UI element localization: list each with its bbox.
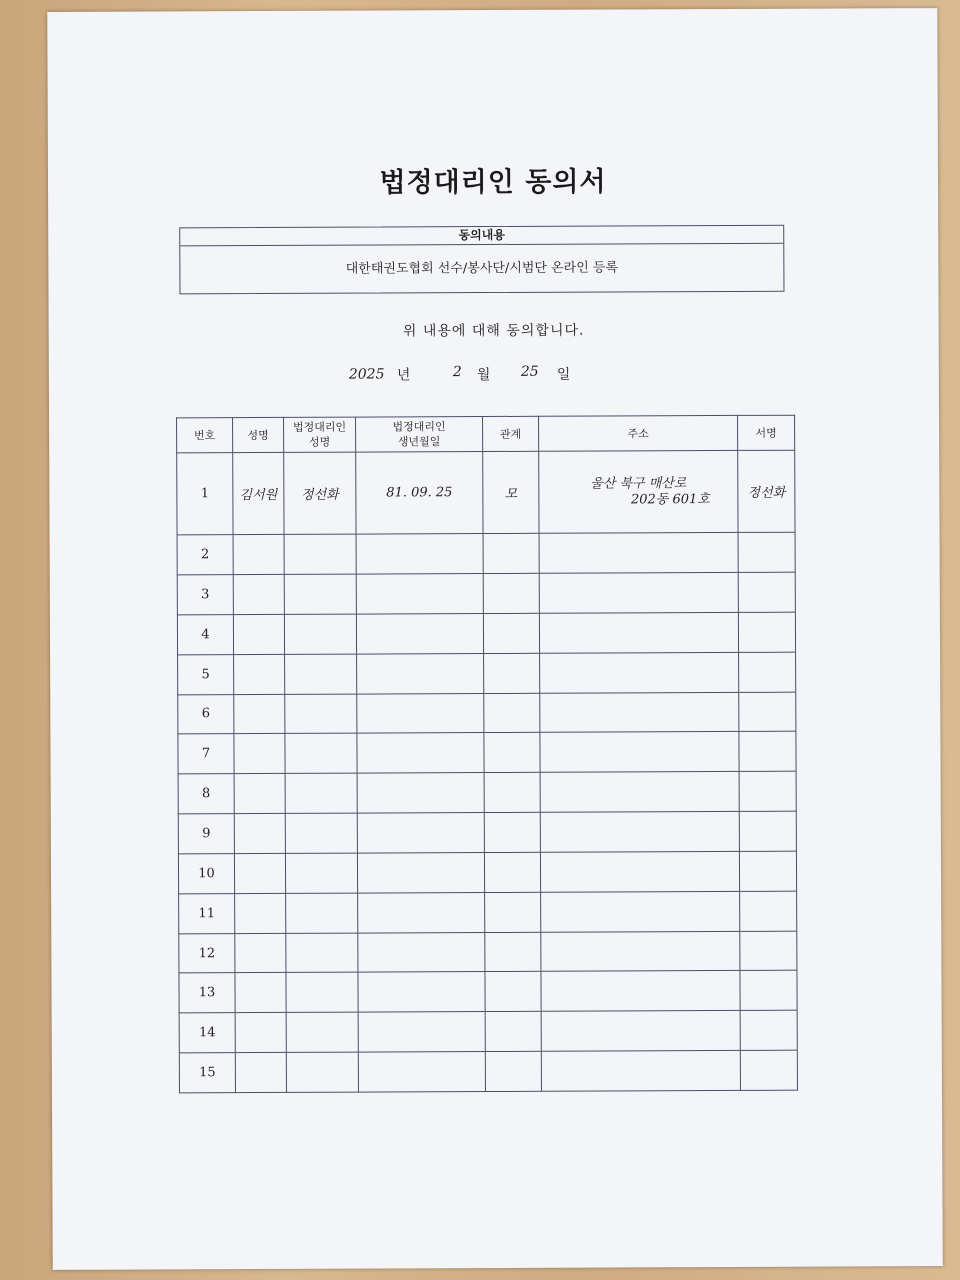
participant-name-cell[interactable] <box>235 973 286 1013</box>
row-number: 13 <box>179 973 235 1013</box>
header-guardian-birth-line1: 법정대리인 <box>392 420 446 434</box>
row-number: 6 <box>178 694 234 734</box>
address-cell[interactable] <box>541 1011 740 1052</box>
agreement-statement: 위 내용에 대해 동의합니다. <box>402 322 585 340</box>
row-number: 15 <box>179 1053 235 1093</box>
address-cell[interactable] <box>539 612 738 653</box>
consent-content-header: 동의내용 <box>180 226 783 247</box>
signature-cell[interactable] <box>739 771 796 811</box>
guardian-birth-cell[interactable] <box>358 932 485 972</box>
address-cell[interactable] <box>540 772 739 813</box>
table-row <box>179 931 797 974</box>
address-cell[interactable] <box>540 851 739 892</box>
guardian-name-cell[interactable] <box>286 1052 358 1092</box>
participant-name-cell[interactable] <box>233 574 284 614</box>
table-row <box>178 732 796 775</box>
guardian-name-cell[interactable] <box>285 654 357 694</box>
guardian-name-cell[interactable] <box>286 973 358 1013</box>
header-signature: 서명 <box>738 415 795 450</box>
address-cell[interactable] <box>540 652 739 693</box>
participant-name-cell[interactable] <box>233 535 284 575</box>
header-guardian-birth <box>356 417 483 453</box>
header-guardian-birth-line2: 생년월일 <box>397 435 441 449</box>
guardian-birth-cell[interactable] <box>358 892 485 932</box>
table-row <box>179 1010 797 1053</box>
participant-name-cell[interactable] <box>235 893 286 933</box>
guardian-birth-cell[interactable] <box>356 613 483 653</box>
participant-name-cell[interactable] <box>234 774 285 814</box>
row-number: 2 <box>177 535 233 575</box>
guardian-birth-cell[interactable] <box>356 574 483 614</box>
address-cell[interactable] <box>541 971 740 1012</box>
row-number: 1 <box>177 453 233 535</box>
table-row <box>178 851 796 894</box>
guardian-name-cell[interactable] <box>285 853 357 893</box>
address-cell[interactable] <box>539 533 738 574</box>
signature-cell[interactable] <box>738 572 795 612</box>
guardian-birth-cell[interactable] <box>357 852 484 892</box>
guardian-birth-cell[interactable] <box>358 972 485 1012</box>
row-number: 5 <box>178 654 234 694</box>
table-row <box>177 572 795 615</box>
signature-cell[interactable] <box>738 532 795 572</box>
address-line1: 울산 북구 매산로 <box>590 475 687 492</box>
header-guardian-name-line2: 성명 <box>308 435 331 449</box>
row-number: 9 <box>178 814 234 854</box>
table-row <box>177 612 795 655</box>
table-row <box>178 692 796 735</box>
date-month-label: 월 <box>476 367 491 384</box>
page-title: 법정대리인 동의서 <box>379 166 607 199</box>
guardian-name-cell[interactable] <box>284 534 356 574</box>
row-number: 8 <box>178 774 234 814</box>
signature-cell[interactable] <box>739 851 796 891</box>
guardian-name-cell[interactable] <box>286 1012 358 1052</box>
signature-cell[interactable] <box>740 931 797 971</box>
guardian-consent-table <box>176 415 798 1094</box>
guardian-name-cell[interactable] <box>285 773 357 813</box>
guardian-name-cell[interactable] <box>284 614 356 654</box>
header-relation: 관계 <box>483 416 539 451</box>
relation-cell[interactable] <box>485 972 541 1012</box>
address-line2: 202동 601호 <box>630 491 710 507</box>
table-body <box>177 450 798 1093</box>
guardian-birth-cell[interactable] <box>357 653 484 693</box>
address-cell[interactable] <box>541 931 740 972</box>
table-row <box>178 652 796 695</box>
participant-name-cell[interactable] <box>234 654 285 694</box>
signature-cell[interactable] <box>740 971 797 1011</box>
guardian-name-cell[interactable] <box>286 933 358 973</box>
date-month-handwritten: 2 <box>452 364 462 381</box>
relation-cell[interactable] <box>483 613 539 653</box>
table-row <box>178 811 796 854</box>
guardian-name-cell[interactable] <box>286 893 358 933</box>
signature-cell[interactable] <box>739 692 796 732</box>
row-number: 12 <box>179 933 235 973</box>
guardian-birth-cell[interactable] <box>357 693 484 733</box>
relation-cell[interactable] <box>483 533 539 573</box>
relation-cell[interactable]: 모 <box>483 451 539 533</box>
header-guardian-name <box>284 417 356 452</box>
relation-cell[interactable] <box>484 653 540 693</box>
guardian-birth-cell[interactable]: 81. 09. 25 <box>356 452 483 535</box>
guardian-birth-cell[interactable] <box>357 733 484 773</box>
signature-cell[interactable] <box>739 811 796 851</box>
relation-cell[interactable] <box>484 733 540 773</box>
table-row <box>179 891 797 934</box>
guardian-birth-cell[interactable] <box>356 534 483 574</box>
table-header-row <box>177 415 795 453</box>
participant-name-cell[interactable] <box>235 1053 286 1093</box>
guardian-name-cell[interactable] <box>285 813 357 853</box>
header-address: 주소 <box>539 415 738 451</box>
participant-name-cell[interactable] <box>234 813 285 853</box>
guardian-name-cell[interactable] <box>285 694 357 734</box>
row-number: 3 <box>177 575 233 615</box>
signature-cell[interactable] <box>740 1050 797 1090</box>
date-day-handwritten: 25 <box>520 363 539 380</box>
participant-name-cell[interactable] <box>234 694 285 734</box>
consent-content-text: 대한태권도협회 선수/봉사단/시범단 온라인 등록 <box>345 260 619 277</box>
table-row <box>179 1050 797 1093</box>
relation-cell[interactable] <box>483 573 539 613</box>
table-row <box>179 971 797 1014</box>
relation-cell[interactable] <box>485 1012 541 1052</box>
signature-cell[interactable] <box>739 732 796 772</box>
header-guardian-name-line1: 법정대리인 <box>292 420 347 434</box>
header-number: 번호 <box>177 418 233 453</box>
guardian-name-cell[interactable] <box>285 733 357 773</box>
table-row <box>177 450 795 535</box>
row-number: 4 <box>177 615 233 655</box>
address-cell[interactable] <box>540 812 739 853</box>
address-cell[interactable] <box>541 891 740 932</box>
address-cell[interactable] <box>539 572 738 613</box>
relation-cell[interactable] <box>484 812 540 852</box>
participant-name-cell[interactable] <box>235 1013 286 1053</box>
signature-cell[interactable]: 정선화 <box>738 450 795 532</box>
address-cell[interactable] <box>540 692 739 733</box>
row-number: 11 <box>179 893 235 933</box>
row-number: 7 <box>178 734 234 774</box>
address-cell[interactable] <box>539 450 738 533</box>
consent-form-paper <box>47 8 942 1270</box>
relation-cell[interactable] <box>484 693 540 733</box>
relation-cell[interactable] <box>485 1051 541 1091</box>
participant-name-cell[interactable] <box>234 853 285 893</box>
participant-name-cell[interactable] <box>234 734 285 774</box>
guardian-name-cell[interactable]: 정선화 <box>284 452 356 534</box>
signature-cell[interactable] <box>740 891 797 931</box>
relation-cell[interactable] <box>484 852 540 892</box>
date-day-label: 일 <box>556 366 571 383</box>
consent-content-box <box>179 225 784 295</box>
participant-name-cell[interactable]: 김서원 <box>233 452 284 534</box>
guardian-birth-cell[interactable] <box>358 1052 485 1092</box>
signature-cell[interactable] <box>738 612 795 652</box>
date-year-label: 년 <box>396 367 411 384</box>
table-row <box>177 532 795 575</box>
relation-cell[interactable] <box>484 773 540 813</box>
guardian-name-cell[interactable] <box>284 574 356 614</box>
participant-name-cell[interactable] <box>233 614 284 654</box>
header-name: 성명 <box>233 417 284 452</box>
participant-name-cell[interactable] <box>235 933 286 973</box>
row-number: 10 <box>178 854 234 894</box>
address-cell[interactable] <box>541 1051 740 1092</box>
guardian-birth-cell[interactable] <box>357 773 484 813</box>
row-number: 14 <box>179 1013 235 1053</box>
relation-cell[interactable] <box>485 932 541 972</box>
signature-cell[interactable] <box>740 1010 797 1050</box>
date-year-handwritten: 2025 <box>348 366 385 383</box>
guardian-birth-cell[interactable] <box>357 813 484 853</box>
guardian-birth-cell[interactable] <box>358 1012 485 1052</box>
relation-cell[interactable] <box>485 892 541 932</box>
address-cell[interactable] <box>540 732 739 773</box>
signature-cell[interactable] <box>739 652 796 692</box>
table-row <box>178 771 796 814</box>
